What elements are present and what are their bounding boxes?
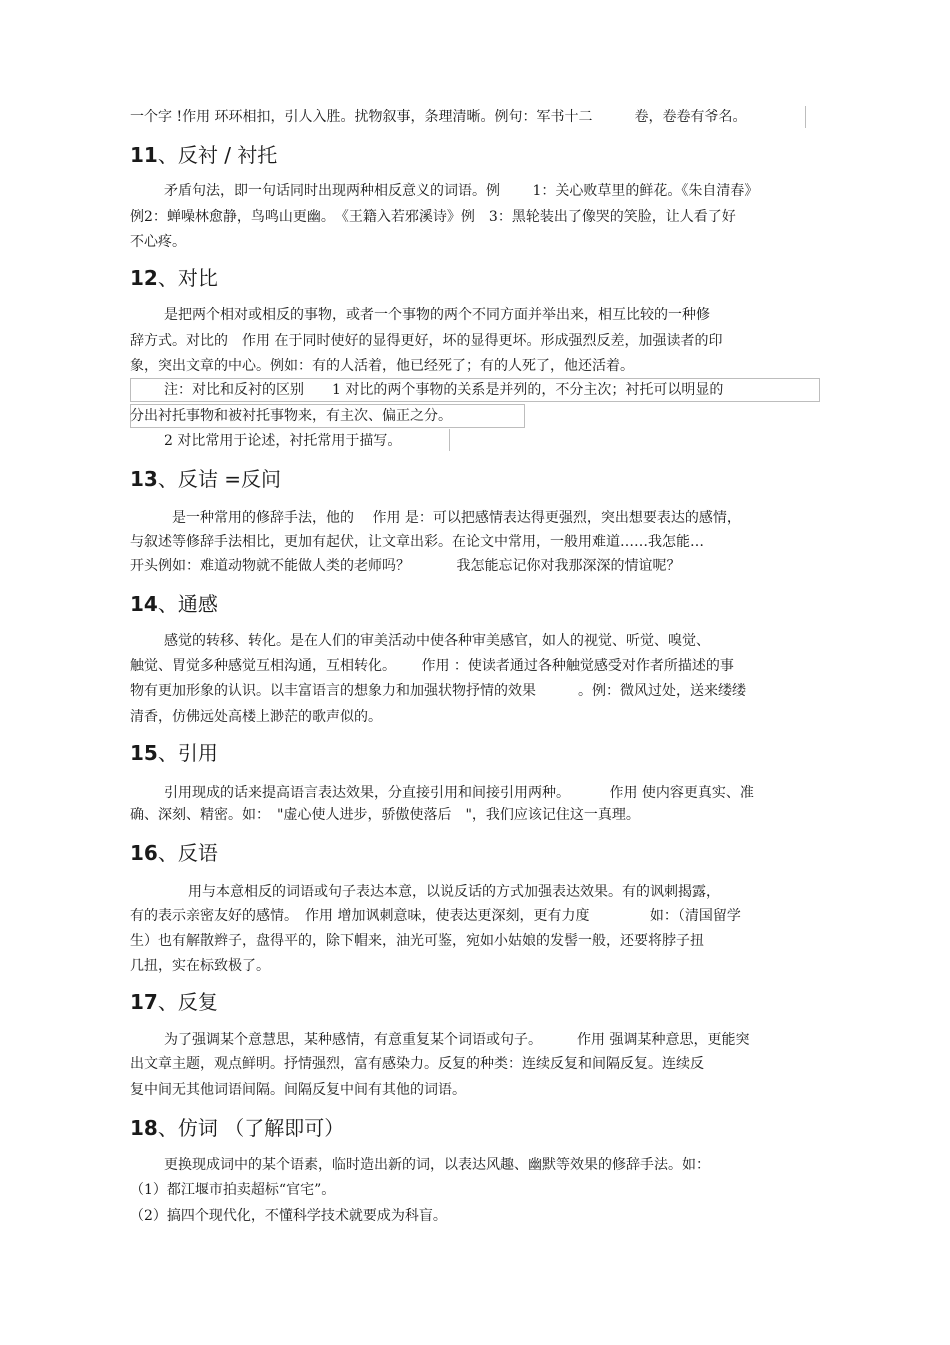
section-heading-17: 17、反复 [130, 990, 218, 1014]
paragraph-line: 有的表示亲密友好的感情。 作用 增加讽刺意味，使表达更深刻，更有力度 如：（清国留学 [130, 908, 741, 924]
paragraph-line: 几扭，实在标致极了。 [130, 958, 270, 974]
intro-line: 一个字 !作用 环环相扣，引人入胜。扰物叙事，条理清晰。例句：军书十二 卷，卷卷有爷名。 [130, 109, 747, 125]
paragraph-line: 开头例如：难道动物就不能做人类的老师吗？ 我怎能忘记你对我那深深的情谊呢？ [130, 558, 681, 574]
paragraph-line: 复中间无其他词语间隔。间隔反复中间有其他的词语。 [130, 1082, 466, 1098]
margin-rule [805, 106, 806, 128]
paragraph-line: 用与本意相反的词语或句子表达本意，以说反话的方式加强表达效果。有的讽刺揭露， [188, 884, 720, 900]
paragraph-line: 是一种常用的修辞手法，他的 作用 是：可以把感情表达得更强烈，突出想要表达的感情， [172, 510, 741, 526]
section-heading-12: 12、对比 [130, 266, 218, 290]
list-item: （1）都江堰市拍卖超标“官宅”。 [130, 1182, 336, 1198]
paragraph-line: 清香，仿佛远处高楼上渺茫的歌声似的。 [130, 709, 382, 725]
note-line: 分出衬托事物和被衬托事物来，有主次、偏正之分。 [130, 408, 452, 424]
paragraph-line: 生）也有解散辫子，盘得平的，除下帽来，油光可鉴，宛如小姑娘的发髻一般，还要将脖子扭 [130, 933, 704, 949]
note-line: 2 对比常用于论述，衬托常用于描写。 [164, 433, 402, 449]
paragraph-line: 辞方式。对比的 作用 在于同时使好的显得更好，坏的显得更坏。形成强烈反差，加强读者的印 [130, 333, 723, 349]
paragraph-line: 物有更加形象的认识。以丰富语言的想象力和加强状物抒情的效果 。例：微风过处，送来缕缕 [130, 683, 746, 699]
section-heading-16: 16、反语 [130, 841, 218, 865]
paragraph-line: 更换现成词中的某个语素，临时造出新的词，以表达风趣、幽默等效果的修辞手法。如： [164, 1157, 710, 1173]
paragraph-line: 象，突出文章的中心。例如：有的人活着，他已经死了；有的人死了，他还活着。 [130, 358, 634, 374]
paragraph-line: 确、深刻、精密。如： "虚心使人进步，骄傲使落后 "，我们应该记住这一真理。 [130, 807, 640, 823]
paragraph-line: 触觉、胃觉多种感觉互相沟通，互相转化。 作用 ：使读者通过各种触觉感受对作者所描述的事 [130, 658, 734, 674]
list-item: （2）搞四个现代化，不懂科学技术就要成为科盲。 [130, 1208, 447, 1224]
paragraph-line: 感觉的转移、转化。是在人们的审美活动中使各种审美感官，如人的视觉、听觉、嗅觉、 [164, 633, 710, 649]
section-heading-14: 14、通感 [130, 592, 218, 616]
paragraph-line: 是把两个相对或相反的事物，或者一个事物的两个不同方面并举出来，相互比较的一种修 [164, 307, 710, 323]
paragraph-line: 例2：蝉噪林愈静，鸟鸣山更幽。 《王籍入若邪溪诗》例 3：黑轮装出了像哭的笑脸，让人看了好 [130, 209, 736, 225]
section-heading-18: 18、仿词 （了解即可） [130, 1116, 345, 1140]
paragraph-line: 与叙述等修辞手法相比，更加有起伏，让文章出彩。在论文中常用，一般用难道……我怎能… [130, 534, 704, 550]
paragraph-line: 出文章主题，观点鲜明。抒情强烈，富有感染力。反复的种类：连续反复和间隔反复。连续反 [130, 1056, 704, 1072]
paragraph-line: 引用现成的话来提高语言表达效果，分直接引用和间接引用两种。 作用 使内容更真实、准 [164, 785, 754, 801]
margin-rule [449, 429, 450, 451]
paragraph-line: 矛盾句法，即一句话同时出现两种相反意义的词语。例 1：关心败草里的鲜花。《朱自清春》 [164, 183, 759, 199]
paragraph-line: 为了强调某个意慧思，某种感情，有意重复某个词语或句子。 作用 强调某种意思，更能突 [164, 1032, 750, 1048]
paragraph-line: 不心疼。 [130, 234, 186, 250]
section-heading-13: 13、反诘 =反问 [130, 467, 281, 491]
section-heading-11: 11、反衬 / 衬托 [130, 143, 278, 167]
section-heading-15: 15、引用 [130, 741, 218, 765]
note-line: 注：对比和反衬的区别 1 对比的两个事物的关系是并列的，不分主次；衬托可以明显的 [164, 382, 724, 398]
